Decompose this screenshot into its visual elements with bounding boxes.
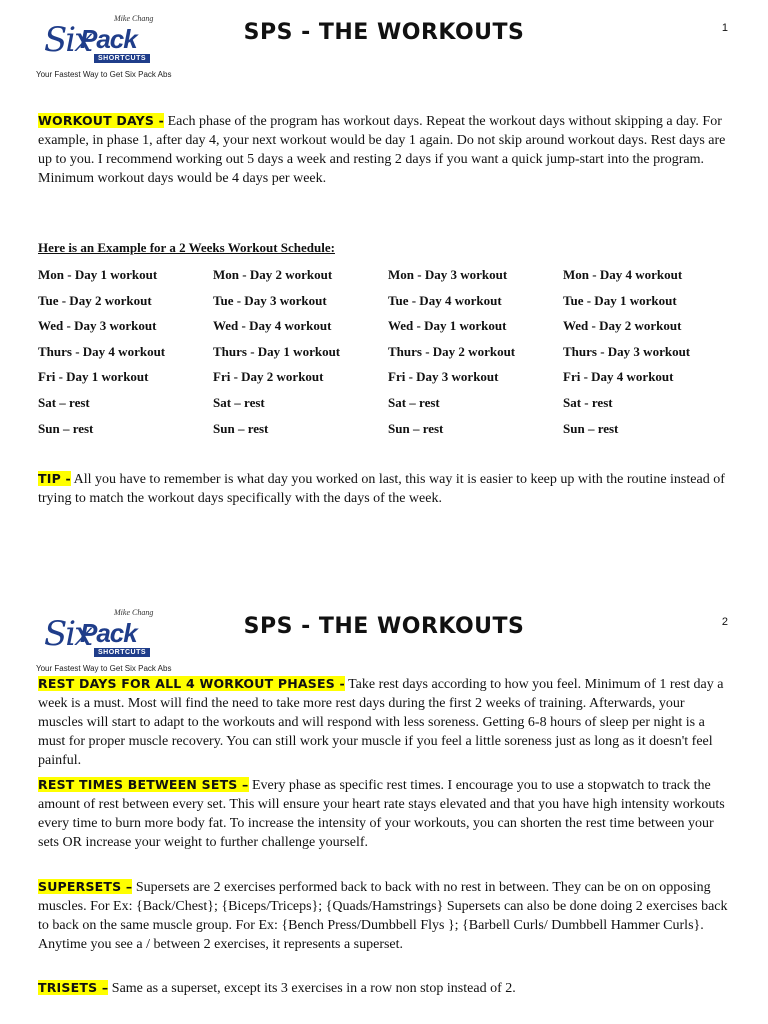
supersets-paragraph (38, 877, 728, 954)
trisets-label: TRISETS – (38, 980, 109, 995)
page-number: 1 (721, 22, 728, 34)
schedule-entry: Fri - Day 3 workout (388, 369, 499, 385)
schedule-entry: Fri - Day 4 workout (563, 369, 674, 385)
trisets-text: Same as a superset, except its 3 exercises in a row non stop instead of 2. (108, 981, 516, 996)
page-title: SPS - THE WORKOUTS (243, 614, 525, 639)
schedule-entry: Sun – rest (38, 420, 94, 436)
logo-shortcuts: SHORTCUTS (94, 54, 150, 63)
schedule-entry: Thurs - Day 1 workout (213, 343, 341, 359)
schedule-entry: Thurs - Day 3 workout (563, 343, 691, 359)
rest-times-paragraph (38, 775, 728, 852)
workout-days-text: Each phase of the program has workout days. Repeat the workout days without skipping a day. For example, in phase 1, after day 4, your next workout would be day 1 again. Do not skip around workout days. Rest days are up to you. I recommend working out 5 days a week and resting 2 days if you want a quick jump-start into the program. Minimum workout days would be 4 days per week. (38, 114, 726, 186)
schedule-entry: Mon - Day 3 workout (388, 267, 508, 282)
schedule-entry: Sat – rest (213, 394, 265, 410)
schedule-entry: Mon - Day 2 workout (213, 267, 333, 282)
rest-days-paragraph (38, 674, 728, 770)
supersets-text: Supersets are 2 exercises performed back to back with no rest in between. They can be on on opposing muscles. For Ex: {Back/Chest}; {Biceps/Triceps}; {Quads/Hamstrings} Supersets can also be done doing 2 exercises back to back on the same muscle group. For Ex: {Bench Press/Dumbbell Flys }; {Barbell Curls/ Dumbbell Hammer Curls}. Anytime you see a / between 2 exercises, it represents a superset. (38, 880, 728, 952)
schedule-entry: Sun – rest (563, 420, 619, 436)
schedule-entry: Tue - Day 1 workout (563, 292, 677, 308)
rest-times-label: REST TIMES BETWEEN SETS – (38, 777, 249, 792)
supersets-label: SUPERSETS – (38, 879, 133, 894)
logo-tagline: Your Fastest Way to Get Six Pack Abs (36, 70, 172, 79)
tip-label: TIP - (38, 471, 71, 486)
page-title: SPS - THE WORKOUTS (243, 20, 525, 45)
tip-text: All you have to remember is what day you worked on last, this way it is easier to keep up with the routine instead of trying to match the workout days specifically with the days of the week. (38, 472, 725, 506)
schedule-entry: Tue - Day 3 workout (213, 292, 327, 308)
logo-pack: Pack (80, 24, 137, 54)
workout-days-label: WORKOUT DAYS - (38, 113, 165, 128)
schedule-entry: Sat – rest (388, 394, 440, 410)
schedule-entry: Sun – rest (388, 420, 444, 436)
rest-days-label: REST DAYS FOR ALL 4 WORKOUT PHASES - (38, 676, 345, 691)
document-page-2 (0, 580, 768, 1024)
schedule-week-column-3 (388, 266, 563, 445)
logo-six: Six (44, 614, 92, 654)
schedule-entry: Sat – rest (38, 394, 90, 410)
logo-author: Mike Chang (114, 608, 154, 617)
schedule-entry: Sat - rest (563, 394, 613, 410)
logo-author: Mike Chang (114, 14, 154, 23)
schedule-week-column-2 (213, 266, 388, 445)
rest-times-text: Every phase as specific rest times. I encourage you to use a stopwatch to track the amount of rest between every set. This will ensure your heart rate stays elevated and that you have high intensity workouts every time to burn more body fat. To increase the intensity of your workouts, you can shorten the rest time between your sets OR increase your weight to further challenge yourself. (38, 778, 725, 850)
logo-six: Six (44, 20, 92, 60)
schedule-entry: Fri - Day 1 workout (38, 369, 149, 385)
logo-pack: Pack (80, 618, 137, 648)
logo-tagline: Your Fastest Way to Get Six Pack Abs (36, 664, 172, 673)
schedule-entry: Sun – rest (213, 420, 269, 436)
schedule-week-column-1 (38, 266, 213, 445)
page-number: 2 (721, 616, 728, 628)
rest-days-text: Take rest days according to how you feel. Minimum of 1 rest day a week is a must. Most will find the need to take more rest days during the first 2 weeks of training. Afterwards, your muscles will start to adapt to the workouts and will respond with less soreness. Getting 6-8 hours of sleep per night is a must for proper muscle recovery. You can still work your muscle if you feel a little soreness just as long as it doesn't feel painful. (38, 677, 724, 768)
schedule-entry: Tue - Day 2 workout (38, 292, 152, 308)
schedule-entry: Thurs - Day 4 workout (38, 343, 166, 359)
schedule-entry: Thurs - Day 2 workout (388, 343, 516, 359)
schedule-entry: Wed - Day 2 workout (563, 318, 682, 334)
schedule-entry: Mon - Day 1 workout (38, 267, 158, 282)
schedule-entry: Wed - Day 3 workout (38, 318, 157, 334)
schedule-heading: Here is an Example for a 2 Weeks Workout Schedule: (38, 240, 335, 255)
trisets-paragraph (38, 978, 728, 998)
schedule-entry: Fri - Day 2 workout (213, 369, 324, 385)
workout-days-paragraph (38, 111, 728, 188)
schedule-entry: Wed - Day 1 workout (388, 318, 507, 334)
logo-shortcuts: SHORTCUTS (94, 648, 150, 657)
tip-paragraph (38, 469, 728, 508)
schedule-entry: Wed - Day 4 workout (213, 318, 332, 334)
schedule-entry: Mon - Day 4 workout (563, 267, 683, 282)
schedule-week-column-4 (563, 266, 738, 445)
schedule-entry: Tue - Day 4 workout (388, 292, 502, 308)
